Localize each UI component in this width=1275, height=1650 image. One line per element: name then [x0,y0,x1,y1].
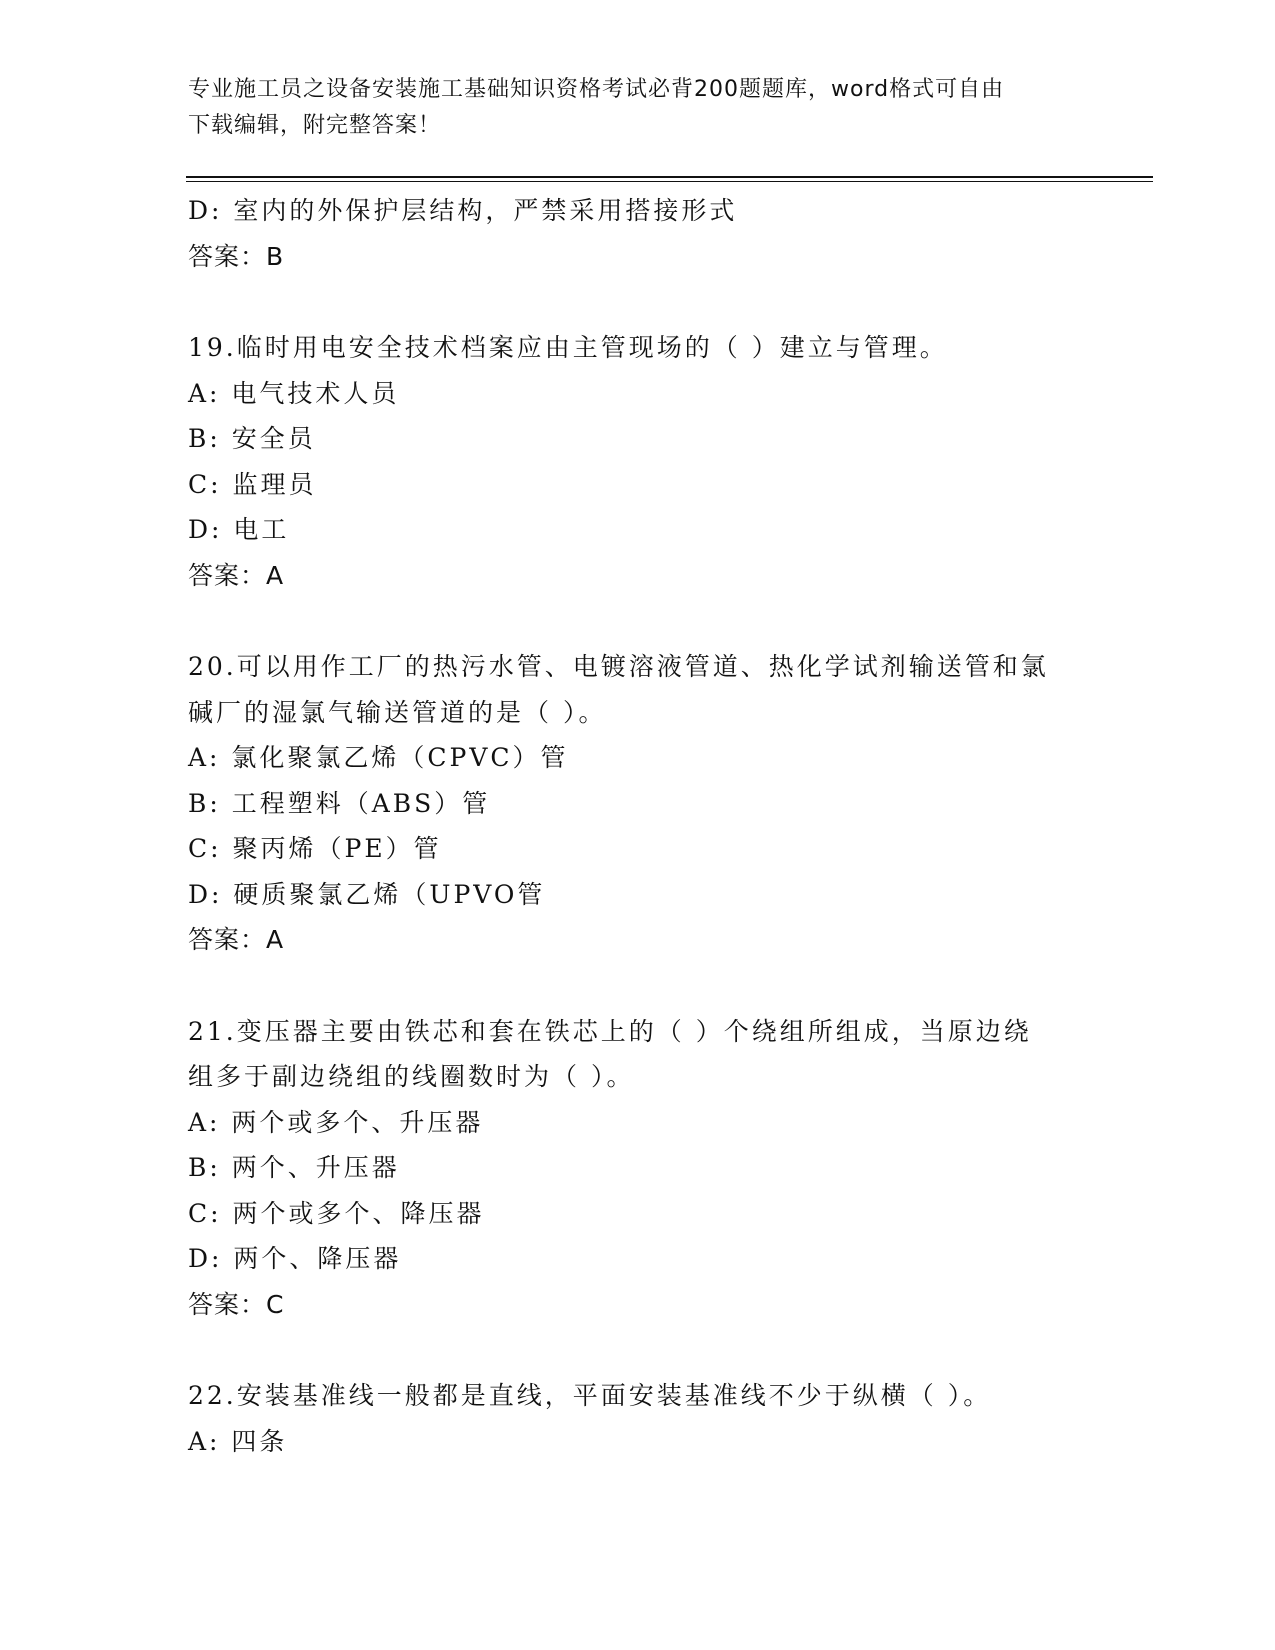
option-a: A: 四条 [188,1426,288,1456]
document-header [188,72,1088,144]
option-d: D: 硬质聚氯乙烯（UPVO管 [188,879,546,909]
question-stem: 21.变压器主要由铁芯和套在铁芯上的（ ）个绕组所组成，当原边绕 [188,1016,1032,1046]
option-c: C: 监理员 [188,469,317,499]
prev-answer: 答案：B [188,241,285,271]
header-line-1: 专业施工员之设备安装施工基础知识资格考试必背200题题库，word格式可自由 [188,77,1005,102]
question-21 [188,1009,1088,1328]
option-c: C: 两个或多个、降压器 [188,1198,485,1228]
spacer [188,279,1088,325]
answer: 答案：C [188,1289,285,1319]
answer: 答案：A [188,560,285,590]
spacer [188,1327,1088,1373]
option-d: D: 两个、降压器 [188,1244,402,1273]
option-b: B: 安全员 [188,424,316,453]
question-stem-continued: 组多于副边绕组的线圈数时为（ ）。 [188,1062,635,1091]
question-20 [188,644,1088,963]
question-list [188,188,1088,1464]
option-a: A: 氯化聚氯乙烯（CPVC）管 [188,743,569,772]
spacer [188,598,1088,644]
header-divider-thick [186,176,1153,178]
question-stem: 20.可以用作工厂的热污水管、电镀溶液管道、热化学试剂输送管和氯 [188,652,1049,681]
option-c: C: 聚丙烯（PE）管 [188,834,442,863]
spacer [188,963,1088,1009]
answer: 答案：A [188,925,285,954]
option-a: A: 电气技术人员 [188,378,400,408]
question-stem-continued: 碱厂的湿氯气输送管道的是（ ）。 [188,697,607,727]
question-19 [188,325,1088,598]
option-b: B: 两个、升压器 [188,1153,400,1182]
option-d: D: 电工 [188,515,290,544]
question-stem: 19.临时用电安全技术档案应由主管现场的（ ）建立与管理。 [188,333,948,362]
header-line-2: 下载编辑，附完整答案！ [188,113,442,138]
option-b: B: 工程塑料（ABS）管 [188,788,491,818]
option-a: A: 两个或多个、升压器 [188,1107,484,1137]
prev-option-d: D: 室内的外保护层结构，严禁采用搭接形式 [188,196,738,225]
header-divider-thin [186,181,1153,182]
question-22 [188,1373,1088,1464]
question-stem: 22.安装基准线一般都是直线，平面安装基准线不少于纵横（ ）。 [188,1381,992,1410]
